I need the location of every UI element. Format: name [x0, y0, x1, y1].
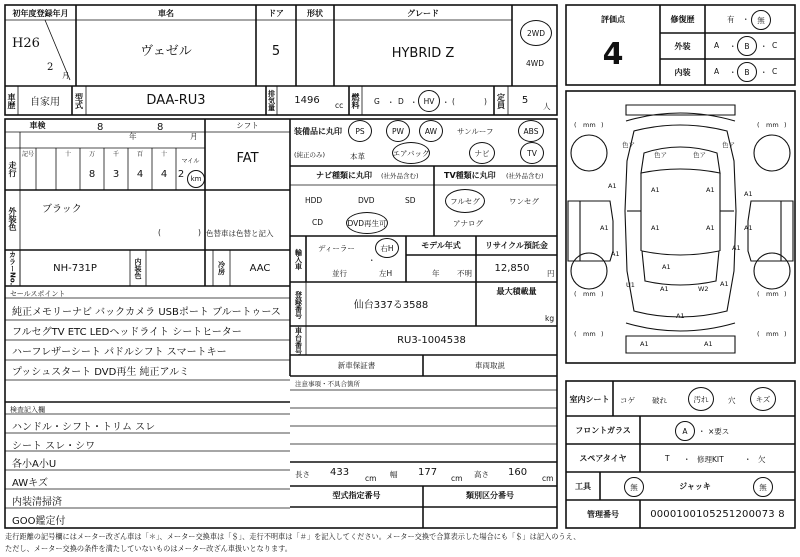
- jack-value: 無: [753, 477, 773, 497]
- int-dot2: ・: [760, 68, 768, 77]
- width-value: 177: [418, 467, 438, 478]
- capacity-value: 5: [521, 95, 529, 106]
- ext-a: A: [714, 41, 720, 50]
- drive-4wd: 4WD: [526, 58, 544, 68]
- body-shape-label: 形状: [307, 8, 323, 18]
- mileage-label: 走行: [8, 161, 17, 177]
- mark-18: A1: [660, 285, 669, 293]
- model-year-unknown: 不明: [457, 269, 472, 278]
- navi-dvd: DVD: [358, 196, 375, 205]
- chassis-label: 車台番号: [294, 327, 303, 355]
- color-note-open: (: [158, 228, 161, 237]
- manual: 車両取説: [475, 361, 505, 370]
- digit-label-hyaku: 百: [136, 151, 143, 158]
- mark-1: 色ア: [622, 141, 635, 149]
- fuel-dot1: ・: [387, 98, 395, 107]
- car-name: ヴェゼル: [140, 43, 192, 59]
- registration-label: 登録番号: [294, 291, 303, 319]
- displacement-label: 排気量: [267, 90, 276, 111]
- usage-value: 自家用: [30, 97, 60, 108]
- model-value: DAA-RU3: [146, 93, 206, 108]
- fuel-d: D: [398, 97, 404, 106]
- equip-pw: PW: [386, 120, 410, 142]
- height-label: 高さ: [474, 470, 489, 479]
- digit-label-sen: 千: [112, 151, 119, 158]
- svg-text:): ): [601, 330, 604, 338]
- spare-none: 欠: [758, 455, 766, 464]
- length-value: 433: [330, 467, 350, 478]
- tv-label: TV種類に丸印: [444, 171, 496, 180]
- inspection-label: 車検: [29, 121, 46, 130]
- equip-aw: AW: [419, 120, 443, 142]
- mark-8: A1: [744, 224, 753, 232]
- seat-kizu: キズ: [750, 387, 776, 411]
- cc-unit: cc: [335, 101, 344, 110]
- inner-color-label: 内装色: [134, 257, 142, 279]
- svg-text:(: (: [757, 121, 760, 129]
- svg-text:): ): [601, 290, 604, 298]
- svg-text:mm: mm: [766, 330, 779, 338]
- seat-koge: コゲ: [620, 396, 635, 405]
- svg-text:mm: mm: [583, 290, 596, 298]
- fuel-hv: HV: [418, 90, 440, 112]
- svg-text:): ): [784, 330, 787, 338]
- score-label: 評価点: [601, 14, 625, 24]
- color-code-label: カラーNo.: [8, 250, 17, 286]
- inspector-line-5: 内装清掃済: [12, 497, 62, 508]
- repair-none: 無: [751, 10, 771, 30]
- type-number-label: 型式指定番号: [332, 491, 381, 500]
- navi-hdd: HDD: [305, 196, 323, 205]
- new-warranty: 新車保証書: [337, 361, 376, 370]
- shift-value: FAT: [236, 150, 259, 166]
- mark-5: A1: [608, 182, 617, 190]
- import-dot: ・: [368, 256, 376, 265]
- ext-c: C: [772, 41, 778, 50]
- recycle-label: リサイクル預託金: [485, 241, 548, 250]
- equipment-sublabel: (純正のみ): [294, 151, 326, 159]
- capacity-label: 定員: [496, 92, 506, 109]
- digit-label-ten-man: 十: [64, 151, 71, 158]
- equip-abs: ABS: [518, 120, 544, 142]
- interior-label: 内装: [674, 67, 691, 77]
- width-label: 幅: [390, 470, 398, 479]
- mark-21: A1: [704, 340, 713, 348]
- points-label: セールスポイント: [10, 290, 66, 298]
- fuel-label: 燃料: [351, 92, 360, 109]
- car-name-label: 車名: [158, 8, 174, 18]
- notes-label: 注意事項・不具合箇所: [295, 380, 360, 388]
- svg-text:mm: mm: [766, 290, 779, 298]
- mileage-digit-3: 4: [136, 168, 144, 180]
- usage-label: 車歴: [7, 92, 16, 109]
- fuel-dot3: ・: [442, 98, 450, 107]
- mark-19: A1: [720, 280, 729, 288]
- equipment-label: 装備品に丸印: [294, 127, 342, 136]
- mgmt-value: 0000100105251200073 8: [650, 508, 785, 520]
- mileage-digit-1: 8: [88, 168, 96, 180]
- displacement-value: 1496: [294, 95, 320, 106]
- inspector-label: 検査記入欄: [10, 406, 45, 414]
- import-right: 右H: [375, 238, 399, 258]
- svg-text:(: (: [757, 330, 760, 338]
- digit-label-ten: 十: [160, 151, 167, 158]
- ac-label: 冷房: [217, 261, 226, 275]
- repair-label: 修復歴: [670, 14, 695, 24]
- tools-label: 工具: [575, 481, 591, 491]
- mark-16: U1: [626, 281, 635, 289]
- exterior-label: 外装: [674, 41, 691, 51]
- mileage-digit-5: 2: [177, 168, 185, 180]
- svg-text:mm: mm: [766, 121, 779, 129]
- inspection-month: 8: [157, 122, 164, 133]
- equip-ps: PS: [348, 120, 372, 142]
- inspector-line-1: ハンドル・シフト・トリム スレ: [12, 422, 156, 433]
- repair-dot: ・: [742, 15, 750, 24]
- spare-label: スペアタイヤ: [579, 453, 627, 463]
- height-value: 160: [508, 467, 528, 478]
- color-note-close: ): [198, 228, 201, 237]
- equip-sunroof: サンルーフ: [457, 127, 494, 136]
- inspection-year: 8: [97, 122, 104, 133]
- registration-value: 仙台337る3588: [353, 299, 429, 311]
- length-cm: cm: [365, 474, 377, 483]
- color-code: NH-731P: [53, 262, 97, 274]
- digit-label-man: 万: [88, 151, 95, 158]
- tv-analog: アナログ: [453, 219, 483, 228]
- equip-airbag: エアバッグ: [392, 142, 430, 164]
- seat-ana: 穴: [728, 396, 736, 405]
- score-value: 4: [602, 36, 624, 72]
- spare-t: T: [665, 454, 670, 463]
- max-load-kg: kg: [545, 314, 555, 323]
- svg-text:(: (: [574, 290, 577, 298]
- length-label: 長さ: [295, 470, 310, 479]
- inspector-line-6: GOO鑑定付: [12, 516, 66, 527]
- drive-2wd: 2WD: [520, 20, 552, 46]
- model-year-label: モデル年式: [421, 241, 461, 250]
- ext-dot2: ・: [760, 42, 768, 51]
- glass-a: A: [675, 421, 695, 441]
- ext-b: B: [737, 36, 757, 56]
- digit-label-mile: マイル: [181, 158, 200, 165]
- int-dot1: ・: [729, 68, 737, 77]
- first-reg-label: 初年度登録年月: [12, 8, 69, 18]
- points-line-2: フルセグTV ETC LEDヘッドライト シートヒーター: [12, 327, 242, 338]
- points-line-4: プッシュスタート DVD再生 純正アルミ: [12, 367, 190, 378]
- inspection-year-unit: 年: [129, 132, 137, 141]
- mark-3: 色ア: [693, 151, 706, 159]
- int-c: C: [772, 67, 778, 76]
- navi-dvd-play: DVD再生可: [346, 212, 388, 234]
- grade-label: グレード: [407, 8, 439, 18]
- mark-13: A1: [732, 244, 741, 252]
- month-unit: 月: [62, 71, 70, 80]
- shift-label: シフト: [236, 121, 259, 130]
- first-reg-era: H26: [12, 36, 40, 51]
- width-cm: cm: [451, 474, 463, 483]
- repair-yes: 有: [727, 15, 735, 24]
- first-reg-month: 2: [47, 62, 54, 73]
- int-a: A: [714, 67, 720, 76]
- inspector-line-2: シート スレ・シワ: [12, 441, 96, 452]
- inspector-line-4: AWキズ: [12, 478, 48, 489]
- svg-text:): ): [784, 121, 787, 129]
- mark-7: A1: [744, 190, 753, 198]
- mark-11: A1: [706, 186, 715, 194]
- mark-17: W2: [698, 285, 709, 293]
- svg-text:mm: mm: [583, 121, 596, 129]
- color-note: 色替車は色替と記入: [206, 229, 274, 238]
- door-value: 5: [271, 43, 281, 59]
- mark-4: 色ア: [722, 141, 735, 149]
- recycle-yen: 円: [547, 269, 555, 278]
- person-unit: 人: [543, 102, 551, 111]
- import-dealer: ディーラー: [318, 244, 355, 253]
- fuel-paren-close: ): [484, 97, 487, 106]
- footer-line-2: ただし、メーター交換の条件を満たしていないものはメーター改ざん車扱いとなります。: [5, 544, 292, 553]
- jack-label: ジャッキ: [679, 481, 711, 491]
- mark-15: A1: [611, 250, 620, 258]
- import-parallel: 並行: [332, 269, 347, 278]
- grade-value: HYBRID Z: [391, 45, 455, 61]
- mark-10: A1: [651, 224, 660, 232]
- tv-sublabel: (社外品含む): [506, 172, 544, 180]
- color-value: ブラック: [42, 204, 82, 215]
- mark-12: A1: [706, 224, 715, 232]
- mark-20: A1: [676, 312, 685, 320]
- glass-label: フロントガラス: [575, 425, 631, 435]
- equip-tv: TV: [520, 142, 544, 164]
- model-label: 型式: [74, 92, 84, 109]
- mark-2: 色ア: [654, 151, 667, 159]
- class-number-label: 類別区分番号: [466, 491, 514, 500]
- digit-label-symbol: 記号: [21, 151, 34, 158]
- inspector-line-3: 各小A小U: [12, 459, 57, 470]
- door-label: ドア: [268, 8, 284, 18]
- mark-14: A1: [662, 263, 671, 271]
- points-line-1: 純正メモリーナビ バックカメラ USBポート ブルートゥース: [12, 307, 281, 318]
- seat-yabure: 破れ: [652, 396, 667, 405]
- mark-9: A1: [651, 186, 660, 194]
- fuel-dot2: ・: [410, 98, 418, 107]
- spare-kit: 修理KIT: [697, 455, 724, 464]
- height-cm: cm: [542, 474, 554, 483]
- fuel-g: G: [374, 97, 380, 106]
- navi-sd: SD: [405, 196, 416, 205]
- import-left: 左H: [379, 269, 393, 278]
- navi-label: ナビ種類に丸印: [316, 171, 372, 180]
- footer-line-1: 走行距離の記号欄にはメーター改ざん車は「＊」、メーター交換車は「＄」、走行不明車は「＃」を記入してください。メーター交換で合算表示した場合にも「＄」は記入のうえ、: [5, 532, 581, 541]
- int-b: B: [737, 62, 757, 82]
- equip-navi: ナビ: [469, 142, 495, 164]
- seat-label: 室内シート: [569, 394, 610, 404]
- model-year-unit: 年: [432, 269, 440, 278]
- mileage-digit-4: 4: [160, 168, 168, 180]
- max-load-label: 最大積載量: [496, 286, 537, 296]
- tv-fullseg: フルセグ: [445, 189, 485, 213]
- spare-dot1: ・: [683, 455, 691, 464]
- svg-text:): ): [784, 290, 787, 298]
- inspection-month-unit: 月: [190, 132, 198, 141]
- tools-value: 無: [624, 477, 644, 497]
- navi-cd: CD: [312, 218, 324, 227]
- navi-sublabel: (社外品含む): [381, 172, 419, 180]
- mark-22: A1: [640, 340, 649, 348]
- svg-text:(: (: [574, 330, 577, 338]
- chassis-value: RU3-1004538: [397, 335, 466, 346]
- mileage-km: km: [187, 170, 205, 188]
- recycle-value: 12,850: [494, 262, 530, 274]
- seat-yogore: 汚れ: [688, 387, 714, 411]
- svg-text:(: (: [757, 290, 760, 298]
- mark-6: A1: [600, 224, 609, 232]
- svg-text:(: (: [574, 121, 577, 129]
- glass-x: ×要ス: [708, 427, 730, 436]
- import-label: 輸入車: [294, 248, 303, 270]
- spare-dot2: ・: [744, 455, 752, 464]
- glass-dot: ・: [698, 427, 706, 436]
- svg-text:mm: mm: [583, 330, 596, 338]
- color-label: 外装色: [8, 207, 17, 231]
- ext-dot1: ・: [729, 42, 737, 51]
- fuel-paren-open: (: [452, 97, 455, 106]
- tv-oneseg: ワンセグ: [509, 197, 539, 206]
- points-line-3: ハーフレザーシート パドルシフト スマートキー: [12, 347, 227, 358]
- mileage-digit-2: 3: [112, 168, 120, 180]
- ac-value: AAC: [249, 262, 271, 274]
- equip-leather: 本革: [350, 152, 365, 161]
- svg-text:): ): [601, 121, 604, 129]
- mgmt-label: 管理番号: [587, 509, 619, 519]
